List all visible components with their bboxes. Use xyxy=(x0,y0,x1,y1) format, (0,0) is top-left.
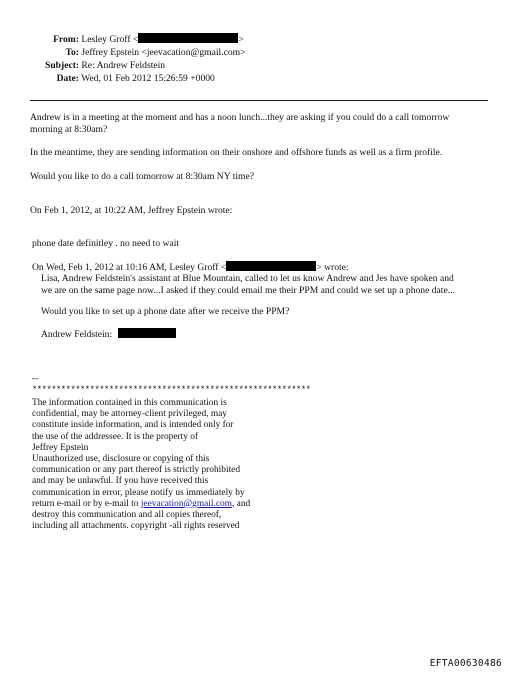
redaction-bar xyxy=(118,328,176,338)
subject-label: Subject: xyxy=(45,60,80,71)
quote2-header-end: > wrote: xyxy=(316,262,349,273)
disclaimer-line: and may be unlawful. If you have received this xyxy=(32,476,209,487)
from-tail: > xyxy=(238,34,244,45)
quote1-text: phone date definitley . no need to wait xyxy=(32,238,180,249)
date-value: Wed, 01 Feb 2012 15:26:59 +0000 xyxy=(81,73,215,84)
date-row xyxy=(45,72,215,85)
disclaimer-line: Unauthorized use, disclosure or copying of this xyxy=(32,454,210,465)
disclaimer-line10-end: , and xyxy=(231,498,251,509)
disclaimer-line: communication or any part thereof is strictly prohibited xyxy=(32,465,241,476)
para2: In the meantime, they are sending information on their onshore and offshore funds as well as a firm profile. xyxy=(30,147,443,158)
quote1-header: On Feb 1, 2012, at 10:22 AM, Jeffrey Epstein wrote: xyxy=(30,205,233,216)
disclaimer-line: The information contained in this communication is xyxy=(32,398,227,408)
redaction-bar xyxy=(138,33,238,43)
disclaimer-line: the use of the addressee. It is the property of xyxy=(32,431,199,442)
from-row xyxy=(45,33,244,46)
disclaimer-line xyxy=(32,499,250,510)
disclaimer-line: constitute inside information, and is intended only for xyxy=(32,420,234,431)
quote2-contact-label: Andrew Feldstein: xyxy=(41,329,113,340)
quote2-line1: Lisa, Andrew Feldstein's assistant at Blue Mountain, called to let us know Andrew and Jes have spoken and xyxy=(41,273,454,284)
subject-row xyxy=(45,59,165,72)
subject-value: Re: Andrew Feldstein xyxy=(81,60,166,71)
to-row xyxy=(45,46,246,59)
redaction-bar xyxy=(226,261,316,271)
to-label: To: xyxy=(65,47,79,58)
from-value: Lesley Groff < xyxy=(81,34,139,45)
para1-line1: Andrew is in a meeting at the moment and has a noon lunch...they are asking if you could do a call tomorrow xyxy=(30,112,450,123)
disclaimer-line: confidential, may be attorney-client privileged, may xyxy=(32,409,227,420)
disclaimer-line: destroy this communication and all copies thereof, xyxy=(32,510,222,521)
date-label: Date: xyxy=(56,73,79,84)
quote2-contact xyxy=(41,328,176,342)
disclaimer-line10-start: return e-mail or by e-mail to xyxy=(32,498,141,509)
para1-line2: morning at 8:30am? xyxy=(30,124,108,135)
bates-number: EFTA00630486 xyxy=(429,658,502,669)
quote2-line2: we are on the same page now...I asked if they could email me their PPM and could we set up a phone date... xyxy=(41,285,455,296)
email-link[interactable]: jeevacation@gmail.com xyxy=(140,498,232,509)
para3: Would you like to do a call tomorrow at 8:30am NY time? xyxy=(30,171,255,182)
quote2-header-start: On Wed, Feb 1, 2012 at 10:16 AM, Lesley Groff < xyxy=(32,262,227,273)
header-divider xyxy=(30,100,488,101)
disclaimer-line: communication in error, please notify us immediately by xyxy=(32,487,245,498)
quote2-question: Would you like to set up a phone date after we receive the PPM? xyxy=(41,306,290,317)
disclaimer xyxy=(32,398,250,532)
from-label: From: xyxy=(53,34,79,45)
disclaimer-line: Jeffrey Epstein xyxy=(32,442,89,453)
signature-dashes: -- xyxy=(32,373,39,384)
to-value: Jeffrey Epstein <jeevacation@gmail.com> xyxy=(81,47,246,58)
disclaimer-line: including all attachments. copyright -all rights reserved xyxy=(32,521,240,532)
signature-stars: ********************************************************** xyxy=(32,385,311,395)
